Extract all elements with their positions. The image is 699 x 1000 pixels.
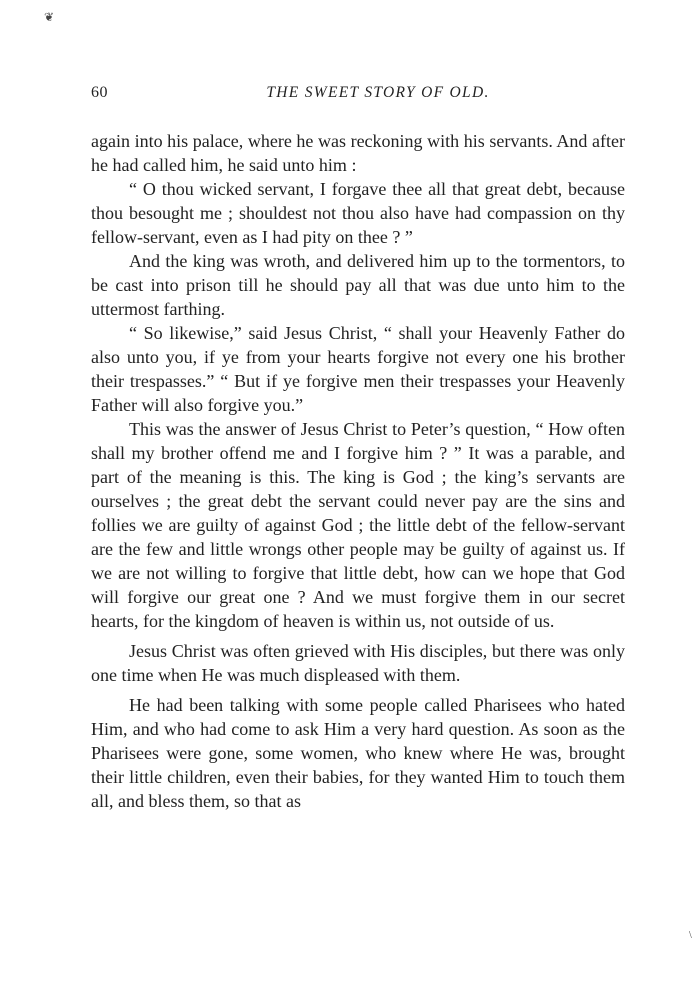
ink-speck-mark: ❦ [44,10,55,24]
paragraph: Jesus Christ was often grieved with His disciples, but there was only one time when He was much displeased with them. [91,641,625,685]
paragraph: This was the answer of Jesus Christ to Peter’s question, “ How often shall my brother offend me and I forgive him ? ” It was a parable, and part of the meaning is this. The king is God ; the king’s servants are ourselves ; the great debt the servant could never pay are the sins and follies we are guilty of against God ; the little debt of the fellow-servant are the few and little wrongs other people may be guilty of against us. If we are not willing to forgive that little debt, how can we hope that God will forgive our great one ? And we must forgive them in our secret hearts, for the kingdom of heaven is within us, not outside of us. [91,419,625,631]
page-header [91,84,625,108]
paragraph: He had been talking with some people called Pharisees who hated Him, and who had come to ask Him a very hard question. As soon as the Pharisees were gone, some women, who knew where He was, brought their little children, even their babies, for they wanted Him to touch them all, and bless them, so that as [91,695,625,811]
paragraph: And the king was wroth, and delivered him up to the tormentors, to be cast into prison till he should pay all that was due unto him to the uttermost farthing. [91,251,625,319]
paragraph: “ O thou wicked servant, I forgave thee all that great debt, because thou besought me ; shouldest not thou also have had compassion on thy fellow-servant, even as I had pity on thee ? ” [91,179,625,247]
running-title: THE SWEET STORY OF OLD. [266,84,490,101]
paragraph: again into his palace, where he was reckoning with his servants. And after he had called him, he said unto him : [91,131,625,175]
page-number: 60 [91,84,108,101]
body-text [91,129,625,813]
paragraph: “ So likewise,” said Jesus Christ, “ shall your Heavenly Father do also unto you, if ye from your hearts forgive not every one his brother their trespasses.” “ But if ye forgive men their trespasses your Heavenly Father will also forgive you.” [91,323,625,415]
ink-speck-mark: \ [689,930,692,941]
